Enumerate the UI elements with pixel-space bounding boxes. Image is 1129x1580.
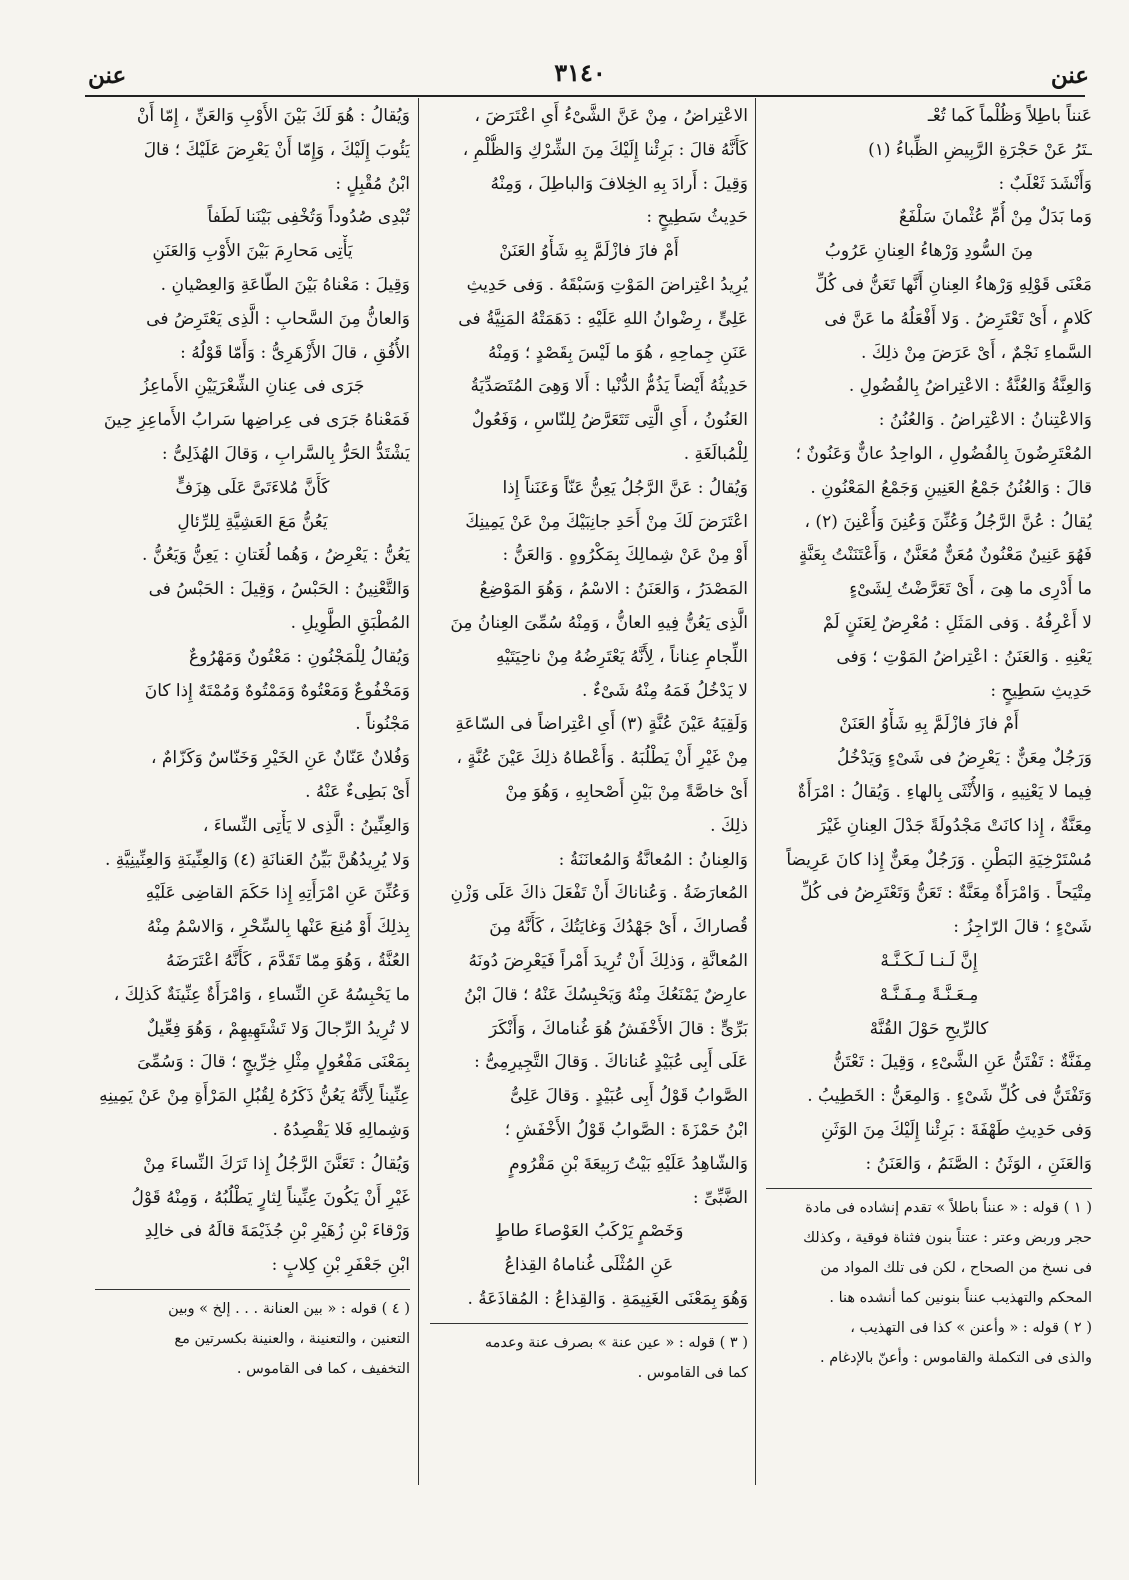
text-line: عِنِّيناً لِأَنَّهُ يَعُنُّ ذَكَرُهُ لِقُبُلِ المَرْأَةِ مِنْ عَنْ يَمِينِهِ: [99, 1086, 410, 1107]
verse-line: أَمْ فازَ فازْلَمَّ بِهِ شَأْوُ العَنَنْ: [499, 241, 679, 262]
text-line: كَأَنَّهُ قالَ : بَرِئْنا إِلَيْكَ مِنَ الشِّرْكِ وَالظُّلْمِ ،: [462, 139, 748, 160]
text-line: وَلا يُرِيدُهُنَّ بَيِّنُ العَنانَةِ (٤) وَالعِنِّينَةِ وَالعِنِّينِيَّةِ .: [104, 849, 410, 870]
text-line: الضَّبِّىِّ :: [692, 1187, 748, 1208]
footnote-line: التخفيف ، كما فى القاموس .: [236, 1360, 410, 1377]
text-line: اللِّجامِ عِناناً ، لِأَنَّهُ يَعْتَرِضُهُ مِنْ ناحِيَتَيْهِ: [496, 646, 748, 667]
footnote-line: ( ٣ ) قوله : « عين عنة » بصرف عنة وعدمه: [484, 1334, 748, 1351]
text-line: عَلَى أَبِى عُبَيْدٍ عُناناكَ . وَقالَ التَّجِيرِمِىُّ :: [474, 1052, 748, 1073]
text-line: اعْتَرَضَ لَكَ مِنْ أَحَدِ جانِبَيْكَ مِنْ عَنْ يَمِينِكَ: [465, 511, 748, 532]
footnote-line: ( ٢ ) قوله : « وأعنن » كذا فى التهذيب ،: [850, 1319, 1092, 1336]
verse-line: عَنِ المُثْلَى غُناماهُ القِذاعُ: [504, 1255, 674, 1276]
footnote-rule: [95, 1289, 410, 1290]
text-line: وَمَخْفُوعٌ وَمَعْتُوهٌ وَمَمْتُوهٌ وَمُمْتَهٌ إِذا كانَ: [144, 680, 410, 701]
text-line: ما يَحْبِسُهُ عَنِ النِّساءِ ، وَامْرَأَةٌ عِنِّينَةٌ كَذلِكَ ،: [113, 984, 410, 1005]
text-line: قالَ : وَالعُنُنُ جَمْعُ العَنِينِ وَجَمْعُ المَعْنُونِ .: [810, 477, 1092, 498]
column-left: [95, 100, 410, 1384]
text-line: المُطْبَقِ الطَّوِيلِ .: [290, 612, 410, 633]
verse-line: وَما بَدَلٌ مِنْ أُمِّ عُثْمانَ سَلْفَعٌ: [898, 207, 1092, 228]
text-line: حَدِيثُهُ أَيْضاً يَذُمُّ الدُّنْيا : أَلا وَهِىَ المُتَصَدِّيَةُ: [470, 376, 748, 397]
column-left-footnotes: [95, 1294, 410, 1384]
text-line: عارِضٌ يَمْنَعُكَ مِنْهُ وَيَحْبِسُكَ عَنْهُ ؛ قالَ ابْنُ: [464, 984, 748, 1005]
text-line: السَّماءِ نَجْمٌ ، أَىْ عَرَضَ مِنْ ذلِكَ .: [860, 342, 1092, 363]
column-middle-footnotes: [430, 1328, 748, 1388]
text-line: مِنْ غَيْرِ أَنْ يَطْلُبَهُ . وَأَعْطاهُ ذلِكَ عَيْنَ عُنَّةٍ ،: [456, 748, 748, 769]
text-line: وَالاعْتِنانُ : الاعْتِراضُ . وَالعُنُنُ :: [878, 410, 1092, 431]
text-line: بِذلِكَ أَوْ مُنِعَ عَنْها بِالسِّحْرِ ، وَالاسْمُ مِنْهُ: [146, 917, 410, 938]
text-line: وَتَفْتَنُّ فى كُلِّ شَىْءٍ . وَالمِعَنُّ : الخَطِيبُ .: [807, 1086, 1092, 1107]
text-line: لا أَعْرِفُهُ . وَفى المَثَلِ : مُعْرِضٌ لِعَنَنٍ لَمْ: [823, 612, 1092, 633]
footnote-line: حجر وربض وعتر : عتناً بنون فثناة فوقية ، وكذلك: [803, 1229, 1092, 1246]
column-right-footnotes: [766, 1193, 1092, 1373]
text-line: حَدِيثِ سَطِيحٍ :: [990, 680, 1092, 701]
text-line: كَلامٍ ، أَىْ تَعْتَرِضُ . وَلا أَفْعَلُهُ ما عَنَّ فى: [824, 308, 1092, 329]
text-line: لا تُرِيدُ الرِّجالَ وَلا تَشْتَهِيهِمْ ، وَهُوَ فِعِّيلٌ: [146, 1018, 410, 1039]
text-line: المُعانَّةِ ، وَذلِكَ أَنْ تُرِيدَ أَمْراً فَيَعْرِضَ دُونَهُ: [468, 950, 748, 971]
text-line: لا يَدْخُلُ فَمَهُ مِنْهُ شَىْءٌ .: [582, 680, 748, 701]
text-line: مَجْنُوناً .: [355, 714, 410, 735]
footnote-line: التعنين ، والتعنينة ، والعنينة بكسرتين مع: [174, 1330, 410, 1347]
text-line: مِعَنَّةٌ ، إِذا كانَتْ مَجْدُولَةً جَدْلَ العِنانِ غَيْرَ: [817, 815, 1092, 836]
text-line: وَالشّاهِدُ عَلَيْهِ بَيْتُ رَبِيعَةَ بْنِ مَقْرُومٍ: [509, 1153, 748, 1174]
text-line: يُقالُ : عُنَّ الرَّجُلُ وَعُنِّنَ وَعُنِنَ وَأُعْنِنَ (٢) ،: [804, 511, 1092, 532]
verse-line: يَعُنُّ مَعَ العَشِيَّةِ لِلرِّئالِ: [177, 511, 328, 532]
text-line: حَدِيثُ سَطِيحٍ :: [646, 207, 748, 228]
footnote-line: كما فى القاموس .: [637, 1364, 748, 1381]
text-line: ابْنُ مُقْبِلٍ :: [335, 173, 410, 194]
text-line: يَئُوبَ إِلَيْكَ ، وَإِمّا أَنْ يَعْرِضَ عَلَيْكَ ؛ قالَ: [143, 139, 410, 160]
text-line: فَهُوَ عَنِينٌ مَعْنُونٌ مُعَنٌّ مُعَنَّنٌ ، وَأَعْتَنَنْتُ بِعَنَّةٍ: [798, 545, 1092, 566]
text-line: مُسْتَرْخِيَةِ البَطْنِ . وَرَجُلٌ مِعَنٌّ إِذا كانَ عَرِيضاً: [786, 849, 1092, 870]
column-right: [766, 100, 1092, 1373]
text-line: يَشْتَدُّ الحَرُّ بِالسَّرابِ ، وَقالَ الهُذَلِىُّ :: [161, 443, 410, 464]
text-line: الَّذِى يَعُنُّ فِيهِ العانُّ ، وَمِنْهُ سُمِّىَ العِنانُ مِنَ: [450, 612, 748, 633]
text-line: العَنُونُ ، أَىِ الَّتِى تَتَعَرَّضُ لِلنّاسِ ، وَفَعُولٌ: [471, 410, 748, 431]
text-line: أَىْ بَطِىءٌ عَنْهُ .: [305, 781, 410, 802]
verse-line: أَمْ فازَ فازْلَمَّ بِهِ شَأْوُ العَنَنْ: [839, 714, 1019, 735]
text-line: وَالتَّعْنِينُ : الحَبْسُ ، وَقِيلَ : الحَبْسُ فى: [148, 579, 410, 600]
text-line: عَنَنِ جِماحِهِ ، هُوَ ما لَيْسَ بِقَصْدٍ ؛ وَمِنْهُ: [487, 342, 748, 363]
text-line: وَفُلانٌ عَنّانٌ عَنِ الخَيْرِ وَخَنّاسٌ وَكَزّامٌ ،: [151, 748, 410, 769]
text-line: ما أَدْرِى ما هِىَ ، أَىْ تَعَرَّضْتُ لِشَىْءٍ: [849, 579, 1092, 600]
text-line: وَلَقِيَهُ عَيْنَ عُنَّةٍ (٣) أَىِ اعْتِراضاً فى السّاعَةِ: [455, 714, 748, 735]
text-line: ابْنُ حَمْزَةَ : الصَّوابُ قَوْلُ الأَخْفَشِ ؛: [504, 1119, 748, 1140]
text-line: وَقِيلَ : مَعْناهُ بَيْنَ الطّاعَةِ وَالعِصْيانِ .: [160, 274, 410, 295]
text-line: عَنناً باطِلاً وَظُلْماً كَما تُعْـ: [927, 106, 1092, 126]
column-left-body: [95, 100, 410, 1283]
text-line: وَفى حَدِيثِ طَهْفَةَ : بَرِئْنا إِلَيْكَ مِنَ الوَثَنِ: [821, 1119, 1092, 1140]
text-line: أَوْ مِنْ عَنْ شِمالِكَ بِمَكْرُوهٍ . وَالعَنُّ :: [502, 545, 748, 566]
footnote-line: ( ١ ) قوله : « عنناً باطلاً » تقدم إنشاده فى مادة: [805, 1199, 1092, 1216]
text-line: وَالعَنَنِ ، الوَثَنُ : الصَّنَمُ ، وَالعَنَنُ :: [865, 1153, 1092, 1174]
verse-line: مِـعَـنَّـةً مِـفَـنَّـهْ: [879, 984, 979, 1005]
column-divider-right: [755, 98, 756, 1485]
text-line: وَرْقاءَ بْنِ زُهَيْرِ بْنِ جُذَيْمَةَ قالَهُ فى خالِدِ: [144, 1221, 410, 1242]
text-line: غَيْرِ أَنْ يَكُونَ عِنِّيناً لِثارٍ يَطْلُبُهُ ، وَمِنْهُ قَوْلُ: [131, 1187, 410, 1208]
text-line: وَرَجُلٌ مِعَنٌّ : يَعْرِضُ فى شَىْءٍ وَيَدْخُلُ: [836, 748, 1092, 769]
verse-line: كَأَنَّ مُلاءَتَىَّ عَلَى هِزَفٍّ: [175, 477, 330, 498]
text-line: وَشِمالِهِ فَلا يَقْصِدُهُ .: [272, 1119, 410, 1140]
text-line: الاعْتِراضُ ، مِنْ عَنَّ الشَّىْءُ أَىِ اعْتَرَضَ ،: [474, 106, 748, 126]
text-line: فَمَعْناهُ جَرَى فى عِراضِها سَرابُ الأَماعِزِ حِينَ: [103, 410, 410, 431]
footnote-line: ( ٤ ) قوله : « بين العنانة . . . إلخ » وبين: [168, 1300, 410, 1317]
verse-line: جَرَى فى عِنانِ الشِّعْرَيَيْنِ الأَماعِزُ: [140, 376, 365, 397]
verse-line: كالرِّيحِ حَوْلَ القُنَّهْ: [869, 1018, 989, 1039]
text-line: وَالعانُّ مِنَ السَّحابِ : الَّذِى يَعْتَرِضُ فى: [146, 308, 410, 329]
text-line: ذلِكَ .: [710, 815, 748, 836]
text-line: عَلِىٍّ ، رِضْوانُ اللهِ عَلَيْهِ : دَهَمَتْهُ المَنِيَّةُ فى: [458, 308, 748, 329]
footnote-rule: [430, 1323, 748, 1324]
text-line: شَىْءٍ ؛ قالَ الرّاجِزُ :: [953, 917, 1092, 938]
text-line: ـتَرُ عَنْ حَجْرَةِ الرَّبِيضِ الظِّباءُ (١): [868, 139, 1092, 160]
footnote-line: المحكم والتهذيب عنناً بنونين كما أنشده هنا .: [829, 1289, 1092, 1306]
text-line: يَعْنِهِ . وَالعَنَنُ : اعْتِراضُ المَوْتِ ؛ وَفى: [836, 646, 1092, 667]
text-line: المَصْدَرُ ، وَالعَنَنُ : الاسْمُ ، وَهُوَ المَوْضِعُ: [479, 579, 748, 600]
header-entry-word-right: عنن: [1050, 62, 1089, 89]
header-rule: [85, 95, 1085, 97]
text-line: بَرِّىٍّ : قالَ الأَخْفَشُ هُوَ غُناماكَ ، وَأَنْكَرَ: [489, 1018, 748, 1039]
text-line: وَأَنْشَدَ ثَعْلَبٌ :: [998, 173, 1092, 194]
verse-line: وَخَصْمٍ يَرْكَبُ العَوْصاءَ طاطٍ: [494, 1221, 684, 1242]
text-line: المُعْتَرِضُونَ بِالفُضُولِ ، الواحِدُ عانٌّ وَعَنُونٌ ؛: [795, 443, 1092, 464]
text-line: وَيُقالُ : تَعَنَّنَ الرَّجُلُ إِذا تَرَكَ النِّساءَ مِنْ: [143, 1153, 410, 1174]
column-middle: [430, 100, 748, 1388]
page-number: ٣١٤٠: [554, 58, 606, 87]
text-line: أَىْ خاصَّةً مِنْ بَيْنِ أَصْحابِهِ ، وَهُوَ مِنْ: [505, 781, 748, 802]
text-line: مِتْيَحاً . وَامْرَأَةٌ مِعَنَّةٌ : تَعَنُّ وَتَعْتَرِضُ فى كُلِّ: [800, 883, 1092, 904]
text-line: وَالعِنانُ : المُعانَّةُ وَالمُعانَنَةُ :: [558, 849, 748, 870]
text-line: مِفَنَّةٌ : تَفْتَنُّ عَنِ الشَّىْءِ ، وَقِيلَ : تَعْتَنُّ: [832, 1052, 1092, 1073]
text-line: قُصاراكَ ، أَىْ جَهْدُكَ وَغايَتُكَ ، كَأَنَّهُ مِنَ: [489, 917, 748, 938]
text-line: بِمَعْنَى مَفْعُولٍ مِثْلِ خِرِّيجٍ ؛ قالَ : وَسُمِّىَ: [137, 1052, 410, 1073]
header-entry-word-left: عنن: [88, 62, 127, 89]
text-line: ابْنِ جَعْفَرِ بْنِ كِلابٍ :: [271, 1255, 410, 1276]
text-line: وَالعِنَّةُ وَالعُنَّةُ : الاعْتِراضُ بِالفُضُولِ .: [848, 376, 1092, 397]
text-line: وَعُنِّنَ عَنِ امْرَأَتِهِ إِذا حَكَمَ القاضِى عَلَيْهِ: [145, 883, 410, 904]
text-line: وَالعِنِّينُ : الَّذِى لا يَأْتِى النِّساءَ ،: [202, 815, 410, 836]
text-line: العُنَّةُ ، وَهُوَ مِمّا تَقَدَّمَ ، كَأَنَّهُ اعْتَرَضَهُ: [165, 950, 410, 971]
verse-line: مِنَ السُّودِ وَرْهاءُ العِنانِ عَرُوبُ: [824, 241, 1034, 262]
text-line: وَهُوَ بِمَعْنَى الغَنِيمَةِ . وَالقِذاعُ : المُقاذَعَةُ .: [467, 1288, 748, 1309]
column-middle-body: [430, 100, 748, 1317]
footnote-line: والذى فى التكملة والقاموس : وأعنّ بالإدغام .: [819, 1349, 1092, 1366]
verse-line: تُبْدِى صُدُوداً وَتُخْفِى بَيْنَنا لَطَفاً: [207, 207, 410, 228]
text-line: وَيُقالُ لِلْمَجْنُونِ : مَعْتُونٌ وَمَهْرُوعٌ: [188, 646, 410, 667]
verse-line: إِنَّ لَـنـا لَـكَـنَّـهْ: [880, 950, 978, 971]
column-right-body: [766, 100, 1092, 1182]
text-line: وَيُقالُ : هُوَ لَكَ بَيْنَ الأَوْبِ وَالعَنِّ ، إِمّا أَنْ: [136, 106, 410, 126]
text-line: يُرِيدُ اعْتِراضَ المَوْتِ وَسَبْقَهُ . وَفى حَدِيثِ: [466, 274, 748, 295]
text-line: المُعارَضَةُ . وَعُناناكَ أَنْ تَفْعَلَ ذاكَ عَلَى وَزْنِ: [450, 883, 748, 904]
footnote-line: فى نسخ من الصحاح ، لكن فى تلك المواد من: [820, 1259, 1092, 1276]
text-line: وَيُقالُ : عَنَّ الرَّجُلُ يَعِنُّ عَنّاً وَعَنَناً إِذا: [502, 477, 748, 498]
text-line: الأُفُقِ ، قالَ الأَزْهَرِىُّ : وَأَمّا قَوْلُهُ :: [180, 342, 410, 363]
text-line: الصَّوابُ قَوْلُ أَبِى عُبَيْدٍ . وَقالَ عَلِىُّ: [510, 1086, 748, 1107]
footnote-rule: [766, 1188, 1092, 1189]
text-line: فِيما لا يَعْنِيهِ ، وَالأُنْثَى بِالهاءِ . وَيُقالُ : امْرَأَةٌ: [797, 781, 1092, 802]
text-line: يَعُنُّ : يَعْرِضُ ، وَهُما لُغَتانِ : يَعِنُّ وَيَعُنُّ .: [141, 545, 410, 566]
verse-line: يَأْتِى مَحارِمَ بَيْنَ الأَوْبِ وَالعَنَنِ: [152, 241, 353, 262]
column-divider-left: [418, 98, 419, 1485]
text-line: لِلْمُبالَغَةِ .: [683, 443, 748, 464]
text-line: مَعْنَى قَوْلِهِ وَرْهاءُ العِنانِ أَنَّها تَعَنُّ فى كُلِّ: [815, 274, 1092, 295]
text-line: وَقِيلَ : أَرادَ بِهِ الخِلافَ وَالباطِلَ ، وَمِنْهُ: [490, 173, 748, 194]
